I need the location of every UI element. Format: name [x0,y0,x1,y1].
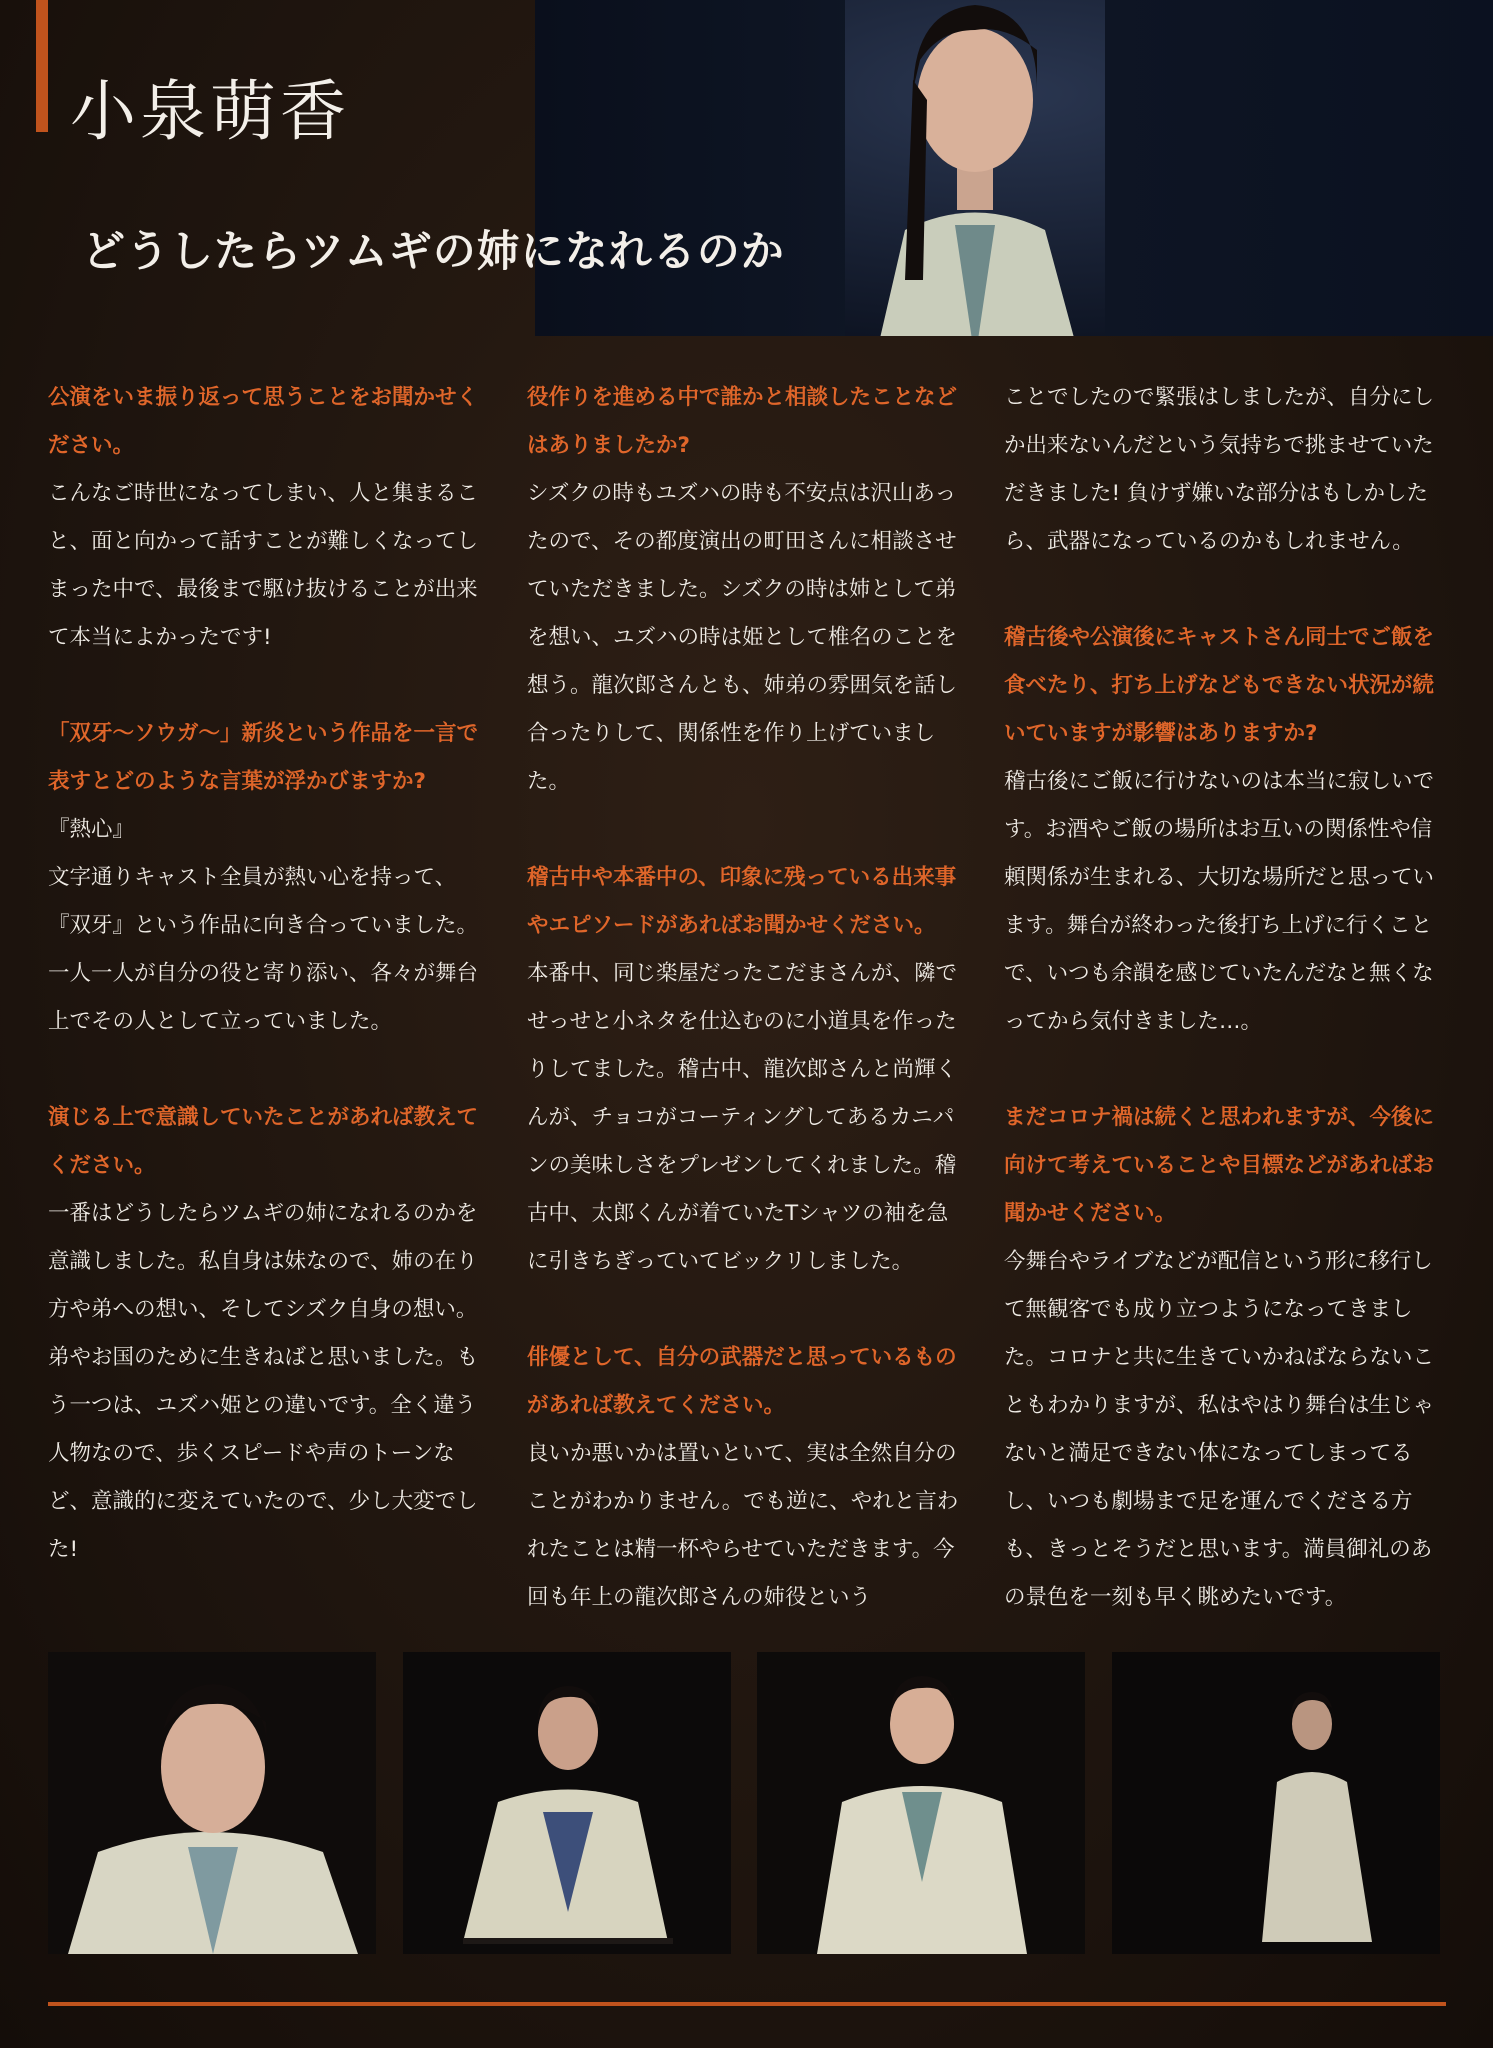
interview-answer: 本番中、同じ楽屋だったこだまさんが、隣でせっせと小ネタを仕込むのに小道具を作ったりしてました。稽古中、龍次郎さんと尚輝くんが、チョコがコーティングしてあるカニパンの美味しさをプレゼンしてくれました。稽古中、太郎くんが着ていたTシャツの袖を急に引きちぎっていてビックリしました。 [527,961,958,1274]
interview-answer: 稽古後にご飯に行けないのは本当に寂しいです。お酒やご飯の場所はお互いの関係性や信頼関係が生まれる、大切な場所だと思っています。舞台が終わった後打ち上げに行くことで、いつも余韻を感じていたんだなと無くなってから気付きました…。 [1004,769,1435,1034]
interview-answer: 文字通りキャスト全員が熱い心を持って、『双牙』という作品に向き合っていました。一人一人が自分の役と寄り添い、各々が舞台上でその人として立っていました。 [48,865,479,1034]
interview-answer: 今舞台やライブなどが配信という形に移行して無観客でも成り立つようになってきました。コロナと共に生きていかねばならないこともわかりますが、私はやはり舞台は生じゃないと満足できない体になってしまってるし、いつも劇場まで足を運んでくださる方も、きっとそうだと思います。満員御礼のあの景色を一刻も早く眺めたいです。 [1004,1249,1435,1610]
paragraph-gap [527,806,961,854]
interview-answer: シズクの時もユズハの時も不安点は沢山あったので、その都度演出の町田さんに相談させていただきました。シズクの時は姉として弟を想い、ユズハの時は姫として椎名のことを想う。龍次郎さんとも、姉弟の雰囲気を話し合ったりして、関係性を作り上げていました。 [527,481,958,794]
interview-answer: 一番はどうしたらツムギの姉になれるのかを意識しました。私自身は妹なので、姉の在り方や弟への想い、そしてシズク自身の想い。弟やお国のために生きねばと思いました。もう一つは、ユズハ姫との違いです。全く違う人物なので、歩くスピードや声のトーンなど、意識的に変えていたので、少し大変でした! [48,1201,479,1562]
interview-answer: 良いか悪いかは置いといて、実は全然自分のことがわかりません。でも逆に、やれと言われたことは精一杯やらせていただきます。今回も年上の龍次郎さんの姉役という [527,1441,959,1610]
page-subtitle: どうしたらツムギの姉になれるのか [82,227,785,277]
interview-columns [48,374,1446,1614]
title-accent-bar [36,0,48,132]
stage-photo-2 [403,1652,731,1954]
photo-strip [48,1652,1446,1956]
interview-question: 俳優として、自分の武器だと思っているものがあれば教えてください。 [527,1345,957,1418]
bottom-rule [48,2002,1446,2006]
page-header [0,0,1493,336]
stage-photo-1 [48,1652,376,1954]
interview-question: 稽古後や公演後にキャストさん同士でご飯を食べたり、打ち上げなどもできない状況が続いていますが影響はありますか? [1004,625,1435,746]
interview-question: 演じる上で意識していたことがあれば教えてください。 [48,1105,479,1178]
page-title: 小泉萌香 [70,73,350,150]
paragraph-gap [1004,566,1438,614]
paragraph-gap [48,1046,482,1094]
interview-question: まだコロナ禍は続くと思われますが、今後に向けて考えていることや目標などがあればお聞かせください。 [1004,1105,1435,1226]
paragraph-gap [527,1286,961,1334]
interview-question: 「双牙〜ソウガ〜」新炎という作品を一言で表すとどのような言葉が浮かびますか? [48,721,479,794]
interview-question: 役作りを進める中で誰かと相談したことなどはありましたか? [527,385,958,458]
stage-photo-3 [757,1652,1085,1954]
column-left [48,374,482,1574]
interview-answer: 『熱心』 [48,817,135,842]
stage-photo-4 [1112,1652,1440,1954]
interview-question: 公演をいま振り返って思うことをお聞かせください。 [48,385,479,458]
interview-answer: ことでしたので緊張はしましたが、自分にしか出来ないんだという気持ちで挑ませていただきました! 負けず嫌いな部分はもしかしたら、武器になっているのかもしれません。 [1004,385,1435,554]
paragraph-gap [48,662,482,710]
interview-answer: こんなご時世になってしまい、人と集まること、面と向かって話すことが難しくなってしまった中で、最後まで駆け抜けることが出来て本当によかったです! [48,481,479,650]
column-middle [527,374,961,1622]
performer-silhouette [845,0,1105,336]
hero-photo [535,0,1493,336]
paragraph-gap [1004,1046,1438,1094]
column-right [1004,374,1438,1622]
interview-question: 稽古中や本番中の、印象に残っている出来事やエピソードがあればお聞かせください。 [527,865,957,938]
